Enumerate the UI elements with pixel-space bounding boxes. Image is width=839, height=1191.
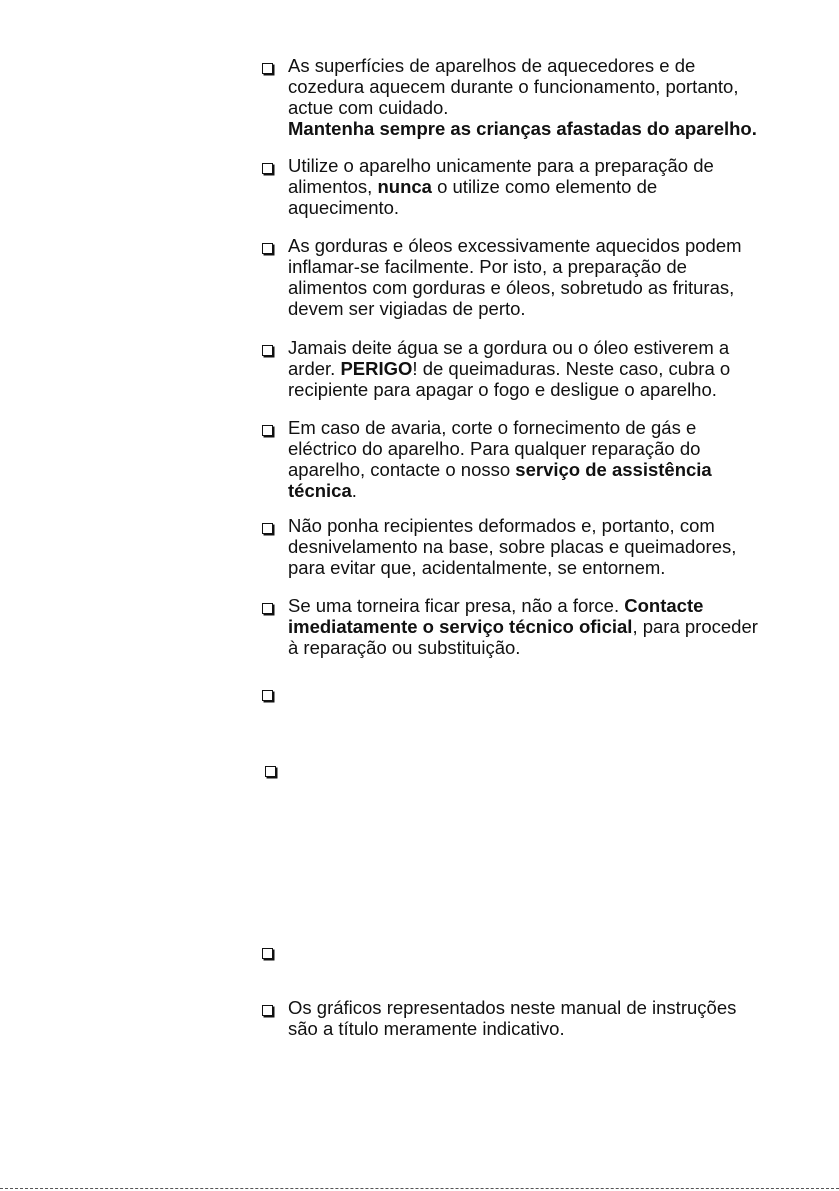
text-run: Se uma torneira ficar presa, não a force. [288,595,625,616]
bold-text: Contacte imediatamente o serviço técnico oficial [288,595,704,637]
checkbox-bullet-icon [262,243,273,254]
list-item [262,515,782,578]
list-item [262,55,782,139]
text-run: Não ponha recipientes deformados e, portanto, com desnivelamento na base, sobre placas e queimadores, para evitar que, acidentalmente, se entornem. [288,515,737,578]
item-text [288,337,782,400]
item-text [288,417,782,501]
checkbox-bullet-icon [262,63,273,74]
list-item [262,417,782,501]
item-text [288,235,782,319]
checkbox-bullet-icon [262,425,273,436]
bold-text: PERIGO [340,358,413,379]
list-item [262,155,782,218]
checkbox-bullet-icon [262,603,273,614]
item-text [288,55,782,139]
item-text [288,997,782,1039]
list-item [262,337,782,400]
list-item [262,235,782,319]
checkbox-bullet-icon [262,690,273,701]
text-run: Os gráficos representados neste manual de instruções são a título meramente indicativo. [288,997,737,1039]
checkbox-bullet-icon [262,948,273,959]
list-item [262,997,782,1039]
checkbox-bullet-icon [262,523,273,534]
text-run: Em caso de avaria, corte o fornecimento de gás e eléctrico do aparelho. Para qualquer reparação do aparelho, contacte o nosso [288,417,701,480]
item-text [288,515,782,578]
bold-text: serviço de assistência técnica [288,459,712,501]
checkbox-bullet-icon [262,163,273,174]
bold-text: Mantenha sempre as crianças afastadas do aparelho. [288,118,757,139]
text-run: Jamais deite água se a gordura ou o óleo estiverem a arder. [288,337,730,379]
list-item [262,595,782,658]
checkbox-bullet-icon [265,766,276,777]
bottom-divider [0,1188,839,1189]
text-run: Utilize o aparelho unicamente para a preparação de alimentos, [288,155,714,197]
bold-text: nunca [377,176,432,197]
text-run: o utilize como elemento de aquecimento. [288,176,658,218]
text-run: , para proceder à reparação ou substituição. [288,616,758,658]
item-text [288,595,782,658]
text-run: ! de queimaduras. Neste caso, cubra o recipiente para apagar o fogo e desligue o aparelho. [288,358,731,400]
item-text [288,155,782,218]
text-run: As superfícies de aparelhos de aquecedores e de cozedura aquecem durante o funcionamento, portanto, actue com cuidado. [288,55,739,118]
text-run: As gorduras e óleos excessivamente aquecidos podem inflamar-se facilmente. Por isto, a preparação de alimentos com gorduras e óleos, sobretudo as frituras, devem ser vigiadas de perto. [288,235,742,319]
checkbox-bullet-icon [262,345,273,356]
text-run: . [351,480,357,501]
checkbox-bullet-icon [262,1005,273,1016]
